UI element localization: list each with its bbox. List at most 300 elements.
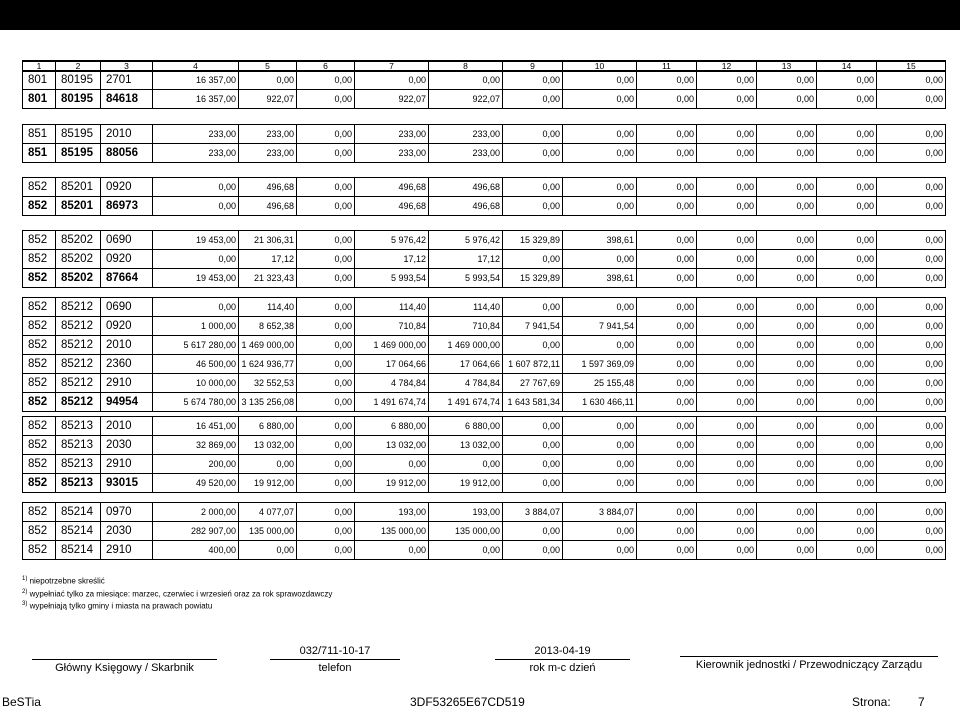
value-cell-col-10: 0,00 — [563, 144, 637, 163]
value-cell-col-4: 5 674 780,00 — [153, 393, 239, 412]
value-cell-col-10: 0,00 — [563, 71, 637, 90]
value-cell-col-9: 1 607 872,11 — [503, 355, 563, 374]
table-row — [23, 436, 946, 455]
chapter-cell: 85212 — [56, 374, 101, 393]
value-cell-col-8: 17,12 — [429, 250, 503, 269]
value-cell-col-8: 5 976,42 — [429, 231, 503, 250]
value-cell-col-14: 0,00 — [817, 474, 877, 493]
value-cell-col-14: 0,00 — [817, 144, 877, 163]
value-cell-col-15: 0,00 — [877, 503, 946, 522]
division-cell: 852 — [23, 455, 56, 474]
row-group-4 — [22, 230, 946, 288]
value-cell-col-7: 5 993,54 — [355, 269, 429, 288]
division-cell: 851 — [23, 144, 56, 163]
value-cell-col-10: 0,00 — [563, 417, 637, 436]
value-cell-col-15: 0,00 — [877, 541, 946, 560]
value-cell-col-8: 0,00 — [429, 455, 503, 474]
value-cell-col-6: 0,00 — [297, 144, 355, 163]
value-cell-col-8: 233,00 — [429, 144, 503, 163]
value-cell-col-7: 13 032,00 — [355, 436, 429, 455]
value-cell-col-4: 282 907,00 — [153, 522, 239, 541]
column-number-1: 1 — [23, 61, 56, 72]
division-cell: 852 — [23, 541, 56, 560]
value-cell-col-15: 0,00 — [877, 197, 946, 216]
value-cell-col-15: 0,00 — [877, 125, 946, 144]
value-cell-col-11: 0,00 — [637, 436, 697, 455]
paragraph-cell: 2910 — [101, 541, 153, 560]
value-cell-col-8: 135 000,00 — [429, 522, 503, 541]
value-cell-col-8: 922,07 — [429, 90, 503, 109]
chapter-cell: 85212 — [56, 298, 101, 317]
value-cell-col-15: 0,00 — [877, 178, 946, 197]
chapter-cell: 85213 — [56, 474, 101, 493]
value-cell-col-11: 0,00 — [637, 178, 697, 197]
value-cell-col-12: 0,00 — [697, 522, 757, 541]
row-group-1 — [22, 70, 946, 109]
value-cell-col-11: 0,00 — [637, 474, 697, 493]
value-cell-col-4: 0,00 — [153, 298, 239, 317]
value-cell-col-5: 0,00 — [239, 541, 297, 560]
value-cell-col-6: 0,00 — [297, 522, 355, 541]
paragraph-cell: 94954 — [101, 393, 153, 412]
column-number-2: 2 — [56, 61, 101, 72]
value-cell-col-9: 0,00 — [503, 125, 563, 144]
division-cell: 852 — [23, 298, 56, 317]
value-cell-col-7: 193,00 — [355, 503, 429, 522]
value-cell-col-12: 0,00 — [697, 355, 757, 374]
value-cell-col-14: 0,00 — [817, 125, 877, 144]
value-cell-col-8: 1 491 674,74 — [429, 393, 503, 412]
paragraph-cell: 2910 — [101, 374, 153, 393]
value-cell-col-13: 0,00 — [757, 417, 817, 436]
value-cell-col-14: 0,00 — [817, 298, 877, 317]
value-cell-col-8: 0,00 — [429, 541, 503, 560]
table-row — [23, 250, 946, 269]
value-cell-col-14: 0,00 — [817, 436, 877, 455]
value-cell-col-7: 135 000,00 — [355, 522, 429, 541]
value-cell-col-4: 19 453,00 — [153, 231, 239, 250]
value-cell-col-7: 5 976,42 — [355, 231, 429, 250]
value-cell-col-9: 0,00 — [503, 455, 563, 474]
table-row — [23, 355, 946, 374]
value-cell-col-11: 0,00 — [637, 298, 697, 317]
value-cell-col-12: 0,00 — [697, 250, 757, 269]
column-number-4: 4 — [153, 61, 239, 72]
date-label: rok m-c dzień — [529, 662, 596, 674]
paragraph-cell: 87664 — [101, 269, 153, 288]
table-row — [23, 455, 946, 474]
value-cell-col-13: 0,00 — [757, 298, 817, 317]
value-cell-col-7: 17 064,66 — [355, 355, 429, 374]
value-cell-col-5: 1 469 000,00 — [239, 336, 297, 355]
value-cell-col-15: 0,00 — [877, 522, 946, 541]
phone-value: 032/711-10-17 — [299, 645, 371, 657]
value-cell-col-10: 0,00 — [563, 90, 637, 109]
value-cell-col-11: 0,00 — [637, 125, 697, 144]
summary-row — [23, 474, 946, 493]
value-cell-col-13: 0,00 — [757, 336, 817, 355]
value-cell-col-10: 398,61 — [563, 269, 637, 288]
value-cell-col-4: 200,00 — [153, 455, 239, 474]
value-cell-col-4: 233,00 — [153, 144, 239, 163]
value-cell-col-4: 16 357,00 — [153, 71, 239, 90]
value-cell-col-8: 19 912,00 — [429, 474, 503, 493]
value-cell-col-4: 10 000,00 — [153, 374, 239, 393]
value-cell-col-4: 0,00 — [153, 197, 239, 216]
value-cell-col-6: 0,00 — [297, 336, 355, 355]
column-number-11: 11 — [637, 61, 697, 72]
value-cell-col-9: 15 329,89 — [503, 269, 563, 288]
value-cell-col-13: 0,00 — [757, 355, 817, 374]
value-cell-col-11: 0,00 — [637, 455, 697, 474]
value-cell-col-5: 32 552,53 — [239, 374, 297, 393]
table-row — [23, 178, 946, 197]
value-cell-col-6: 0,00 — [297, 125, 355, 144]
value-cell-col-8: 233,00 — [429, 125, 503, 144]
value-cell-col-11: 0,00 — [637, 90, 697, 109]
value-cell-col-15: 0,00 — [877, 436, 946, 455]
value-cell-col-8: 13 032,00 — [429, 436, 503, 455]
value-cell-col-11: 0,00 — [637, 317, 697, 336]
value-cell-col-14: 0,00 — [817, 417, 877, 436]
value-cell-col-6: 0,00 — [297, 90, 355, 109]
value-cell-col-5: 8 652,38 — [239, 317, 297, 336]
value-cell-col-6: 0,00 — [297, 298, 355, 317]
value-cell-col-7: 114,40 — [355, 298, 429, 317]
value-cell-col-10: 398,61 — [563, 231, 637, 250]
value-cell-col-7: 0,00 — [355, 455, 429, 474]
phone-line — [270, 659, 400, 660]
value-cell-col-6: 0,00 — [297, 541, 355, 560]
paragraph-cell: 0920 — [101, 317, 153, 336]
value-cell-col-14: 0,00 — [817, 455, 877, 474]
paragraph-cell: 2030 — [101, 436, 153, 455]
value-cell-col-11: 0,00 — [637, 541, 697, 560]
value-cell-col-12: 0,00 — [697, 125, 757, 144]
value-cell-col-9: 0,00 — [503, 417, 563, 436]
paragraph-cell: 88056 — [101, 144, 153, 163]
value-cell-col-14: 0,00 — [817, 178, 877, 197]
value-cell-col-13: 0,00 — [757, 269, 817, 288]
manager-signature-line — [680, 656, 938, 657]
division-cell: 852 — [23, 231, 56, 250]
row-group-5 — [22, 297, 946, 412]
chapter-cell: 85213 — [56, 455, 101, 474]
document-code: 3DF53265E67CD519 — [410, 695, 525, 709]
value-cell-col-14: 0,00 — [817, 231, 877, 250]
value-cell-col-11: 0,00 — [637, 374, 697, 393]
value-cell-col-12: 0,00 — [697, 503, 757, 522]
value-cell-col-14: 0,00 — [817, 355, 877, 374]
value-cell-col-10: 0,00 — [563, 455, 637, 474]
value-cell-col-7: 1 491 674,74 — [355, 393, 429, 412]
value-cell-col-6: 0,00 — [297, 178, 355, 197]
value-cell-col-8: 6 880,00 — [429, 417, 503, 436]
value-cell-col-10: 7 941,54 — [563, 317, 637, 336]
value-cell-col-6: 0,00 — [297, 474, 355, 493]
value-cell-col-12: 0,00 — [697, 178, 757, 197]
summary-row — [23, 197, 946, 216]
table-row — [23, 417, 946, 436]
value-cell-col-10: 0,00 — [563, 298, 637, 317]
division-cell: 852 — [23, 336, 56, 355]
summary-row — [23, 144, 946, 163]
value-cell-col-15: 0,00 — [877, 474, 946, 493]
column-number-3: 3 — [101, 61, 153, 72]
value-cell-col-14: 0,00 — [817, 250, 877, 269]
value-cell-col-6: 0,00 — [297, 503, 355, 522]
value-cell-col-13: 0,00 — [757, 317, 817, 336]
paragraph-cell: 0690 — [101, 231, 153, 250]
value-cell-col-12: 0,00 — [697, 436, 757, 455]
division-cell: 852 — [23, 178, 56, 197]
value-cell-col-11: 0,00 — [637, 417, 697, 436]
value-cell-col-8: 710,84 — [429, 317, 503, 336]
value-cell-col-14: 0,00 — [817, 541, 877, 560]
value-cell-col-6: 0,00 — [297, 436, 355, 455]
value-cell-col-9: 0,00 — [503, 336, 563, 355]
division-cell: 801 — [23, 90, 56, 109]
column-number-6: 6 — [297, 61, 355, 72]
value-cell-col-6: 0,00 — [297, 231, 355, 250]
value-cell-col-6: 0,00 — [297, 250, 355, 269]
value-cell-col-6: 0,00 — [297, 197, 355, 216]
value-cell-col-9: 0,00 — [503, 541, 563, 560]
value-cell-col-10: 1 597 369,09 — [563, 355, 637, 374]
value-cell-col-11: 0,00 — [637, 355, 697, 374]
value-cell-col-10: 0,00 — [563, 178, 637, 197]
value-cell-col-8: 114,40 — [429, 298, 503, 317]
value-cell-col-12: 0,00 — [697, 541, 757, 560]
value-cell-col-15: 0,00 — [877, 250, 946, 269]
value-cell-col-7: 6 880,00 — [355, 417, 429, 436]
value-cell-col-9: 7 941,54 — [503, 317, 563, 336]
paragraph-cell: 2360 — [101, 355, 153, 374]
value-cell-col-12: 0,00 — [697, 336, 757, 355]
value-cell-col-11: 0,00 — [637, 393, 697, 412]
value-cell-col-9: 0,00 — [503, 522, 563, 541]
value-cell-col-4: 233,00 — [153, 125, 239, 144]
value-cell-col-5: 922,07 — [239, 90, 297, 109]
column-number-10: 10 — [563, 61, 637, 72]
value-cell-col-4: 400,00 — [153, 541, 239, 560]
value-cell-col-5: 19 912,00 — [239, 474, 297, 493]
value-cell-col-5: 6 880,00 — [239, 417, 297, 436]
column-number-13: 13 — [757, 61, 817, 72]
value-cell-col-9: 0,00 — [503, 436, 563, 455]
chapter-cell: 85214 — [56, 522, 101, 541]
chapter-cell: 85195 — [56, 144, 101, 163]
value-cell-col-13: 0,00 — [757, 474, 817, 493]
value-cell-col-10: 0,00 — [563, 474, 637, 493]
table-row — [23, 522, 946, 541]
value-cell-col-15: 0,00 — [877, 144, 946, 163]
value-cell-col-15: 0,00 — [877, 269, 946, 288]
division-cell: 852 — [23, 317, 56, 336]
value-cell-col-11: 0,00 — [637, 522, 697, 541]
chapter-cell: 85202 — [56, 231, 101, 250]
value-cell-col-15: 0,00 — [877, 90, 946, 109]
value-cell-col-8: 496,68 — [429, 197, 503, 216]
value-cell-col-5: 0,00 — [239, 71, 297, 90]
paragraph-cell: 84618 — [101, 90, 153, 109]
value-cell-col-8: 0,00 — [429, 71, 503, 90]
value-cell-col-13: 0,00 — [757, 71, 817, 90]
chapter-cell: 85214 — [56, 503, 101, 522]
value-cell-col-11: 0,00 — [637, 197, 697, 216]
paragraph-cell: 0920 — [101, 250, 153, 269]
chapter-cell: 80195 — [56, 71, 101, 90]
value-cell-col-12: 0,00 — [697, 231, 757, 250]
value-cell-col-12: 0,00 — [697, 374, 757, 393]
value-cell-col-13: 0,00 — [757, 90, 817, 109]
value-cell-col-7: 0,00 — [355, 71, 429, 90]
division-cell: 852 — [23, 269, 56, 288]
column-number-15: 15 — [877, 61, 946, 72]
value-cell-col-12: 0,00 — [697, 71, 757, 90]
value-cell-col-6: 0,00 — [297, 374, 355, 393]
row-group-6 — [22, 416, 946, 493]
chapter-cell: 85195 — [56, 125, 101, 144]
value-cell-col-7: 496,68 — [355, 197, 429, 216]
value-cell-col-7: 922,07 — [355, 90, 429, 109]
value-cell-col-8: 4 784,84 — [429, 374, 503, 393]
value-cell-col-4: 0,00 — [153, 250, 239, 269]
division-cell: 852 — [23, 355, 56, 374]
column-number-12: 12 — [697, 61, 757, 72]
value-cell-col-11: 0,00 — [637, 144, 697, 163]
value-cell-col-11: 0,00 — [637, 336, 697, 355]
value-cell-col-15: 0,00 — [877, 355, 946, 374]
value-cell-col-5: 233,00 — [239, 144, 297, 163]
chapter-cell: 85201 — [56, 178, 101, 197]
value-cell-col-12: 0,00 — [697, 417, 757, 436]
value-cell-col-5: 4 077,07 — [239, 503, 297, 522]
value-cell-col-13: 0,00 — [757, 436, 817, 455]
division-cell: 852 — [23, 436, 56, 455]
value-cell-col-13: 0,00 — [757, 125, 817, 144]
table-row — [23, 317, 946, 336]
value-cell-col-5: 3 135 256,08 — [239, 393, 297, 412]
value-cell-col-4: 16 357,00 — [153, 90, 239, 109]
chapter-cell: 80195 — [56, 90, 101, 109]
value-cell-col-10: 0,00 — [563, 541, 637, 560]
value-cell-col-7: 710,84 — [355, 317, 429, 336]
value-cell-col-12: 0,00 — [697, 144, 757, 163]
value-cell-col-10: 3 884,07 — [563, 503, 637, 522]
value-cell-col-5: 21 323,43 — [239, 269, 297, 288]
division-cell: 852 — [23, 197, 56, 216]
value-cell-col-7: 233,00 — [355, 144, 429, 163]
value-cell-col-7: 0,00 — [355, 541, 429, 560]
value-cell-col-5: 13 032,00 — [239, 436, 297, 455]
row-group-2 — [22, 124, 946, 163]
division-cell: 852 — [23, 503, 56, 522]
value-cell-col-4: 1 000,00 — [153, 317, 239, 336]
value-cell-col-14: 0,00 — [817, 522, 877, 541]
value-cell-col-15: 0,00 — [877, 71, 946, 90]
value-cell-col-13: 0,00 — [757, 144, 817, 163]
footnote-3: $^{3)}$ wypełniają tylko gminy i miasta na prawach powiatu — [22, 601, 213, 611]
page-number: 7 — [918, 695, 925, 709]
value-cell-col-6: 0,00 — [297, 393, 355, 412]
value-cell-col-13: 0,00 — [757, 541, 817, 560]
value-cell-col-6: 0,00 — [297, 269, 355, 288]
chapter-cell: 85214 — [56, 541, 101, 560]
table-row — [23, 298, 946, 317]
value-cell-col-9: 0,00 — [503, 71, 563, 90]
value-cell-col-6: 0,00 — [297, 355, 355, 374]
division-cell: 851 — [23, 125, 56, 144]
value-cell-col-6: 0,00 — [297, 417, 355, 436]
value-cell-col-13: 0,00 — [757, 374, 817, 393]
division-cell: 801 — [23, 71, 56, 90]
column-number-7: 7 — [355, 61, 429, 72]
chapter-cell: 85202 — [56, 269, 101, 288]
value-cell-col-5: 114,40 — [239, 298, 297, 317]
paragraph-cell: 2010 — [101, 417, 153, 436]
chapter-cell: 85212 — [56, 355, 101, 374]
value-cell-col-15: 0,00 — [877, 393, 946, 412]
value-cell-col-10: 1 630 466,11 — [563, 393, 637, 412]
value-cell-col-5: 496,68 — [239, 178, 297, 197]
value-cell-col-5: 496,68 — [239, 197, 297, 216]
value-cell-col-4: 5 617 280,00 — [153, 336, 239, 355]
value-cell-col-9: 0,00 — [503, 250, 563, 269]
value-cell-col-10: 0,00 — [563, 336, 637, 355]
value-cell-col-12: 0,00 — [697, 197, 757, 216]
chapter-cell: 85212 — [56, 336, 101, 355]
division-cell: 852 — [23, 374, 56, 393]
division-cell: 852 — [23, 417, 56, 436]
column-number-14: 14 — [817, 61, 877, 72]
value-cell-col-15: 0,00 — [877, 231, 946, 250]
table-row — [23, 541, 946, 560]
value-cell-col-5: 233,00 — [239, 125, 297, 144]
value-cell-col-9: 27 767,69 — [503, 374, 563, 393]
paragraph-cell: 86973 — [101, 197, 153, 216]
table-row — [23, 374, 946, 393]
date-value: 2013-04-19 — [534, 645, 591, 657]
value-cell-col-15: 0,00 — [877, 317, 946, 336]
column-number-5: 5 — [239, 61, 297, 72]
value-cell-col-12: 0,00 — [697, 455, 757, 474]
value-cell-col-13: 0,00 — [757, 197, 817, 216]
value-cell-col-4: 2 000,00 — [153, 503, 239, 522]
value-cell-col-8: 5 993,54 — [429, 269, 503, 288]
value-cell-col-14: 0,00 — [817, 317, 877, 336]
value-cell-col-5: 0,00 — [239, 455, 297, 474]
value-cell-col-8: 1 469 000,00 — [429, 336, 503, 355]
value-cell-col-13: 0,00 — [757, 455, 817, 474]
value-cell-col-14: 0,00 — [817, 90, 877, 109]
value-cell-col-12: 0,00 — [697, 474, 757, 493]
value-cell-col-5: 135 000,00 — [239, 522, 297, 541]
division-cell: 852 — [23, 393, 56, 412]
summary-row — [23, 393, 946, 412]
value-cell-col-11: 0,00 — [637, 71, 697, 90]
value-cell-col-4: 49 520,00 — [153, 474, 239, 493]
value-cell-col-10: 0,00 — [563, 197, 637, 216]
accountant-signature-line — [32, 659, 217, 660]
chapter-cell: 85201 — [56, 197, 101, 216]
value-cell-col-12: 0,00 — [697, 269, 757, 288]
row-group-7 — [22, 502, 946, 560]
division-cell: 852 — [23, 522, 56, 541]
value-cell-col-12: 0,00 — [697, 317, 757, 336]
value-cell-col-8: 17 064,66 — [429, 355, 503, 374]
value-cell-col-7: 17,12 — [355, 250, 429, 269]
